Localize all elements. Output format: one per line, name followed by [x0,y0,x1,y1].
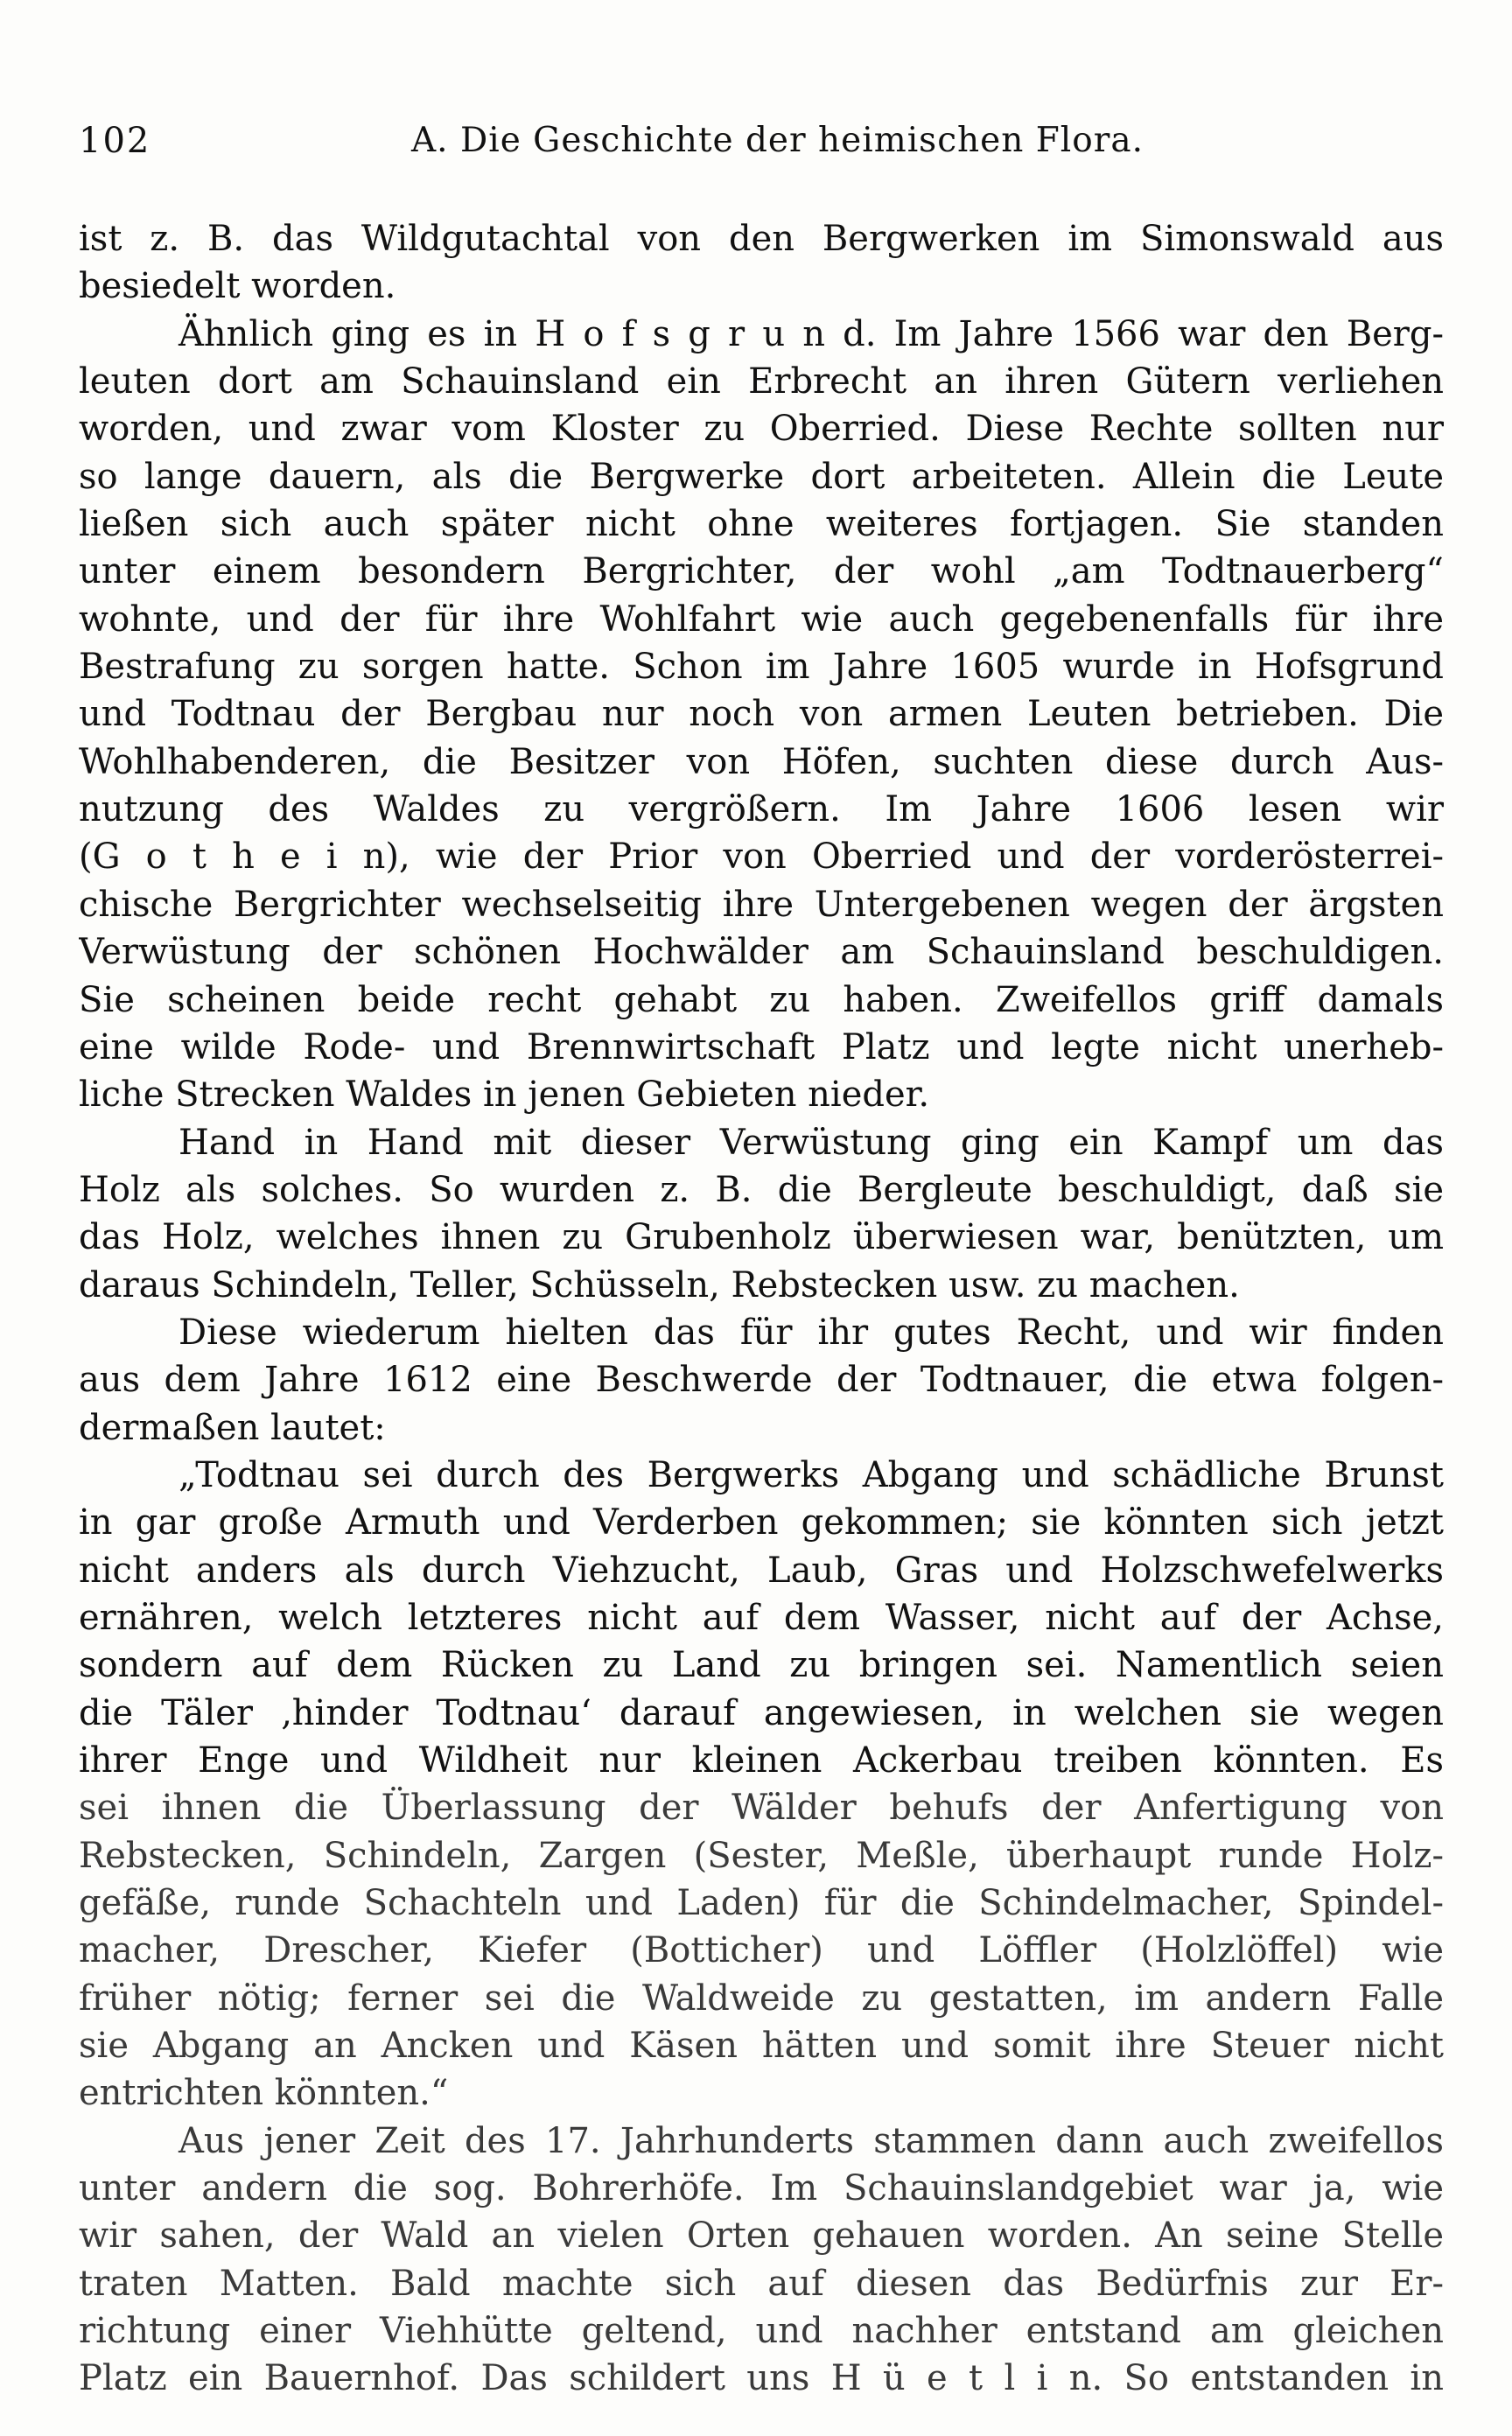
text-line: Sie scheinen beide recht gehabt zu haben. Zweifellos griff damals [79,979,1444,1020]
text-line: wohnte, und der für ihre Wohlfahrt wie auch gegebenenfalls für ihre [79,598,1444,640]
text-line: Aus jener Zeit des 17. Jahrhunderts stammen dann auch zweifellos [178,2120,1444,2161]
text-line: liche Strecken Waldes in jenen Gebieten nieder. [79,1074,930,1116]
text-line: sondern auf dem Rücken zu Land zu bringen sei. Namentlich seien [79,1645,1444,1686]
text-line: früher nötig; ferner sei die Waldweide zu gestatten, im andern Falle [79,1978,1444,2019]
text-line: sie Abgang an Ancken und Käsen hätten und somit ihre Steuer nicht [79,2026,1444,2067]
text-line: besiedelt worden. [79,266,396,307]
text-line: Diese wiederum hielten das für ihr gutes Recht, und wir finden [178,1312,1444,1353]
text-line: eine wilde Rode- und Brennwirtschaft Platz und legte nicht unerheb- [79,1026,1444,1068]
text-line: Rebstecken, Schindeln, Zargen (Sester, Meßle, überhaupt runde Holz- [79,1835,1444,1876]
text-line: Bestrafung zu sorgen hatte. Schon im Jahre 1605 wurde in Hofsgrund [79,647,1444,688]
text-line: richtung einer Viehhütte geltend, und nachher entstand am gleichen [79,2311,1444,2352]
text-line: dermaßen lautet: [79,1407,386,1448]
text-line: traten Matten. Bald machte sich auf diesen das Bedürfnis zur Er- [79,2263,1444,2304]
text-line: entrichten könnten.“ [79,2073,449,2114]
text-line: ihrer Enge und Wildheit nur kleinen Ackerbau treiben könnten. Es [79,1740,1444,1781]
text-line: leuten dort am Schauinsland ein Erbrecht an ihren Gütern verliehen [79,361,1444,402]
text-line: Platz ein Bauernhof. Das schildert uns H ü e t l i n. So entstanden in [79,2358,1444,2399]
text-line: Wohlhabenderen, die Besitzer von Höfen, suchten diese durch Aus- [79,741,1444,782]
text-line: in gar große Armuth und Verderben gekommen; sie könnten sich jetzt [79,1502,1444,1544]
page-number: 102 [79,121,151,161]
text-line: unter einem besondern Bergrichter, der wohl „am Todtnauerberg“ [79,551,1444,592]
text-line: ist z. B. das Wildgutachtal von den Bergwerken im Simonswald aus [79,219,1444,259]
text-line: Holz als solches. So wurden z. B. die Bergleute beschuldigt, daß sie [79,1169,1444,1210]
text-line: worden, und zwar vom Kloster zu Oberried. Diese Rechte sollten nur [79,409,1444,450]
body-text [79,215,1444,2403]
text-line: macher, Drescher, Kiefer (Botticher) und Löffler (Holzlöffel) wie [79,1930,1444,1971]
text-line: „Todtnau sei durch des Bergwerks Abgang und schädliche Brunst [178,1454,1444,1495]
text-line: nicht anders als durch Viehzucht, Laub, Gras und Holzschwefelwerks [79,1550,1444,1591]
text-line: aus dem Jahre 1612 eine Beschwerde der Todtnauer, die etwa folgen- [79,1360,1444,1401]
text-line: Verwüstung der schönen Hochwälder am Schauinsland beschuldigen. [79,932,1444,973]
text-line: sei ihnen die Überlassung der Wälder behufs der Anfertigung von [79,1788,1444,1829]
text-line: unter andern die sog. Bohrerhöfe. Im Schauinslandgebiet war ja, wie [79,2168,1444,2209]
text-line: (G o t h e i n), wie der Prior von Oberried und der vorderösterrei- [79,836,1444,878]
text-line: das Holz, welches ihnen zu Grubenholz überwiesen war, benützten, um [79,1217,1444,1258]
text-line: wir sahen, der Wald an vielen Orten gehauen worden. An seine Stelle [79,2216,1444,2257]
text-line: Ähnlich ging es in H o f s g r u n d. Im Jahre 1566 war den Berg- [178,313,1444,354]
text-line: nutzung des Waldes zu vergrößern. Im Jahre 1606 lesen wir [79,789,1444,830]
text-line: ließen sich auch später nicht ohne weiteres fortjagen. Sie standen [79,504,1444,545]
text-line: gefäße, runde Schachteln und Laden) für die Schindelmacher, Spindel- [79,1883,1444,1924]
text-line: chische Bergrichter wechselseitig ihre Untergebenen wegen der ärgsten [79,884,1444,925]
text-line: so lange dauern, als die Bergwerke dort arbeiteten. Allein die Leute [79,456,1444,497]
text-line: die Täler ‚hinder Todtnau‘ darauf angewiesen, in welchen sie wegen [79,1692,1444,1733]
text-line: Hand in Hand mit dieser Verwüstung ging ein Kampf um das [178,1122,1444,1163]
text-line: daraus Schindeln, Teller, Schüsseln, Rebstecken usw. zu machen. [79,1264,1240,1306]
page-header [79,121,1444,173]
text-line: und Todtnau der Bergbau nur noch von armen Leuten betrieben. Die [79,694,1444,735]
running-head: A. Die Geschichte der heimischen Flora. [411,121,1144,160]
text-line: ernähren, welch letzteres nicht auf dem Wasser, nicht auf der Achse, [79,1597,1444,1638]
